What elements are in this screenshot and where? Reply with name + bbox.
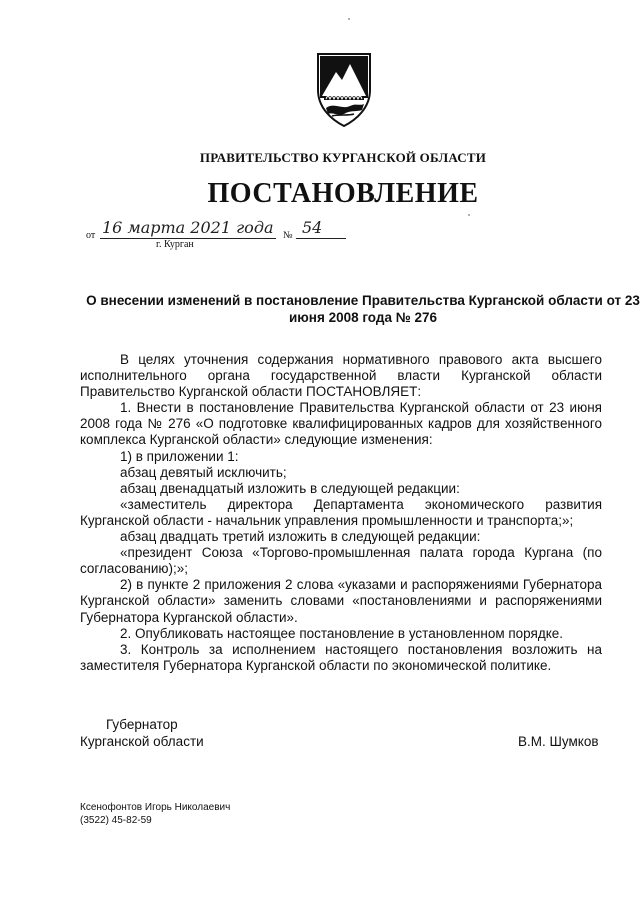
document-type-heading: ПОСТАНОВЛЕНИЕ [207,178,479,209]
government-name: ПРАВИТЕЛЬСТВО КУРГАНСКОЙ ОБЛАСТИ [199,150,487,165]
scan-speck [468,214,470,216]
from-label: от [86,230,96,241]
signatory-name: В.М. Шумков [518,734,599,749]
handwritten-number: 54 [302,218,323,237]
scan-speck [348,18,350,20]
body-paragraph: «президент Союза «Торгово-промышленная палата города Кургана (по согласованию);»; [80,545,602,577]
body-paragraph: «заместитель директора Департамента экономического развития Курганской области - начальник управления промышленности и транспорта;»; [80,496,602,528]
signatory-position [80,716,204,750]
city-label: г. Курган [156,239,194,250]
body-paragraph: В целях уточнения содержания нормативного правового акта высшего исполнительного органа государственной власти Курганской области Правительство Курганской области ПОСТАНОВЛЯЕТ: [80,352,602,400]
body-paragraph: 2. Опубликовать настоящее постановление в установленном порядке. [120,625,564,641]
body-paragraph: абзац двадцать третий изложить в следующей редакции: [120,529,481,545]
handwritten-date: 16 марта 2021 года [102,218,274,237]
date-number-line [86,218,366,262]
body-paragraph: 3. Контроль за исполнением настоящего постановления возложить на заместителя Губернатора Курганской области по экономической политике. [80,641,602,673]
body-paragraph: абзац двенадцатый изложить в следующей редакции: [120,480,460,496]
number-underline [296,238,346,239]
executor-phone: (3522) 45-82-59 [80,815,152,826]
coat-of-arms-icon [312,50,376,128]
body-paragraph: 2) в пункте 2 приложения 2 слова «указами и распоряжениями Губернатора Курганской области» заменить словами «постановлениями и распоряжениями Губернатора Курганской области». [80,577,602,625]
body-paragraph: абзац девятый исключить; [120,464,287,480]
document-title: О внесении изменений в постановление Правительства Курганской области от 23 июня 2008 года № 276 [86,293,640,325]
position-line-1: Губернатор [106,717,178,732]
executor-name: Ксенофонтов Игорь Николаевич [80,802,231,813]
body-paragraph: 1. Внести в постановление Правительства Курганской области от 23 июня 2008 года № 276 «О подготовке квалифицированных кадров для хозяйственного комплекса Курганской области» следующие изменения: [80,400,602,448]
document-body [80,352,602,674]
number-label: № [283,230,293,241]
executor-info [80,801,230,827]
body-paragraph: 1) в приложении 1: [120,448,239,464]
position-line-2: Курганской области [80,734,204,749]
